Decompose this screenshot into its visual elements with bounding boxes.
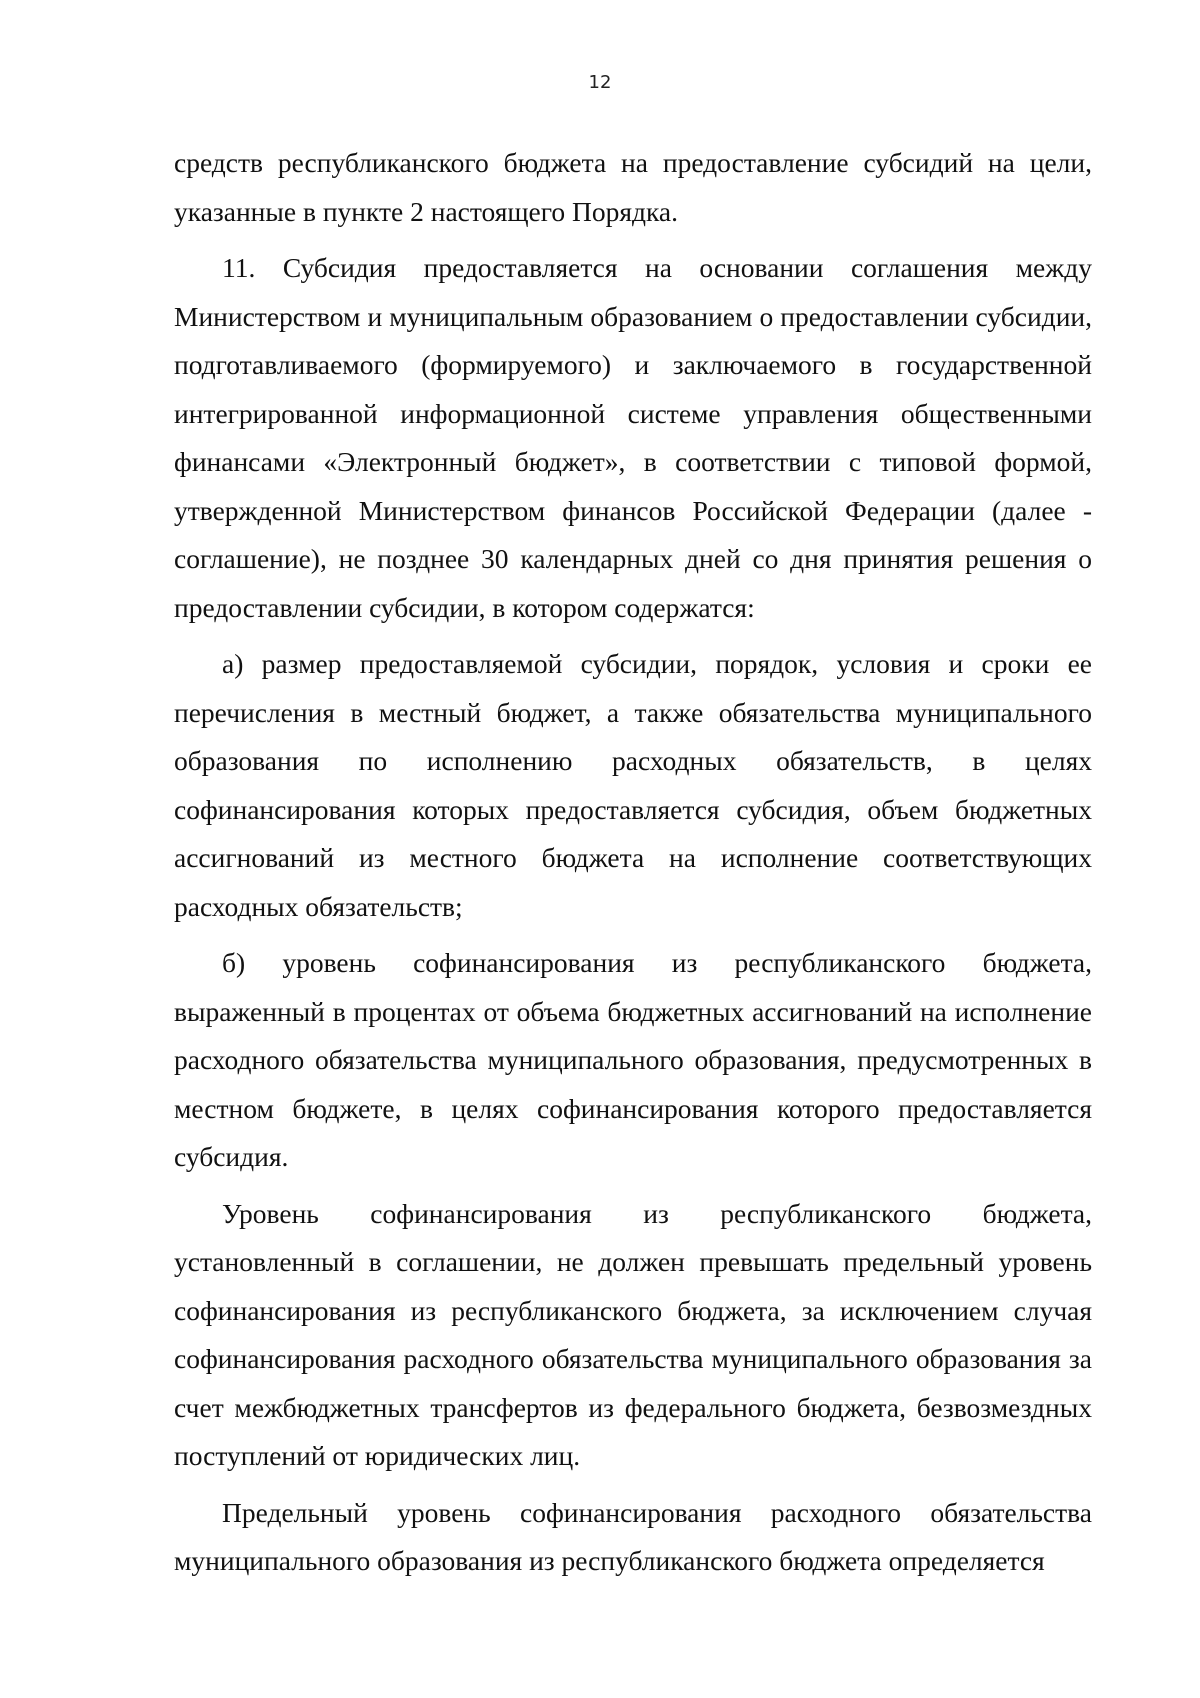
paragraph-cofinancing-level: Уровень софинансирования из республиканского бюджета, установленный в соглашении, не должен превышать предельный уровень софинансирования из республиканского бюджета, за исключением случая софинансирования расходного обязательства муниципального образования за счет межбюджетных трансфертов из федерального бюджета, безвозмездных поступлений от юридических лиц. <box>174 1197 1092 1471</box>
paragraph-subitem-a: а) размер предоставляемой субсидии, порядок, условия и сроки ее перечисления в местный бюджет, а также обязательства муниципального образования по исполнению расходных обязательств, в целях софинансирования которых предоставляется субсидия, объем бюджетных ассигнований из местного бюджета на исполнение соответствующих расходных обязательств; <box>174 648 1092 922</box>
paragraph-item-11: 11. Субсидия предоставляется на основании соглашения между Министерством и муниципальным образованием о предоставлении субсидии, подготавливаемого (формируемого) и заключаемого в государственной интегрированной информационной системе управления общественными финансами «Электронный бюджет», в соответствии с типовой формой, утвержденной Министерством финансов Российской Федерации (далее - соглашение), не позднее 30 календарных дней со дня принятия решения о предоставлении субсидии, в котором содержатся: <box>174 252 1092 623</box>
document-body <box>174 139 1092 1594</box>
paragraph-limit-level: Предельный уровень софинансирования расходного обязательства муниципального образования из республиканского бюджета определяется <box>174 1496 1092 1576</box>
paragraph-subitem-b: б) уровень софинансирования из республиканского бюджета, выраженный в процентах от объема бюджетных ассигнований на исполнение расходного обязательства муниципального образования, предусмотренных в местном бюджете, в целях софинансирования которого предоставляется субсидия. <box>174 947 1092 1172</box>
page-number: 12 <box>588 72 612 93</box>
paragraph-continuation: средств республиканского бюджета на предоставление субсидий на цели, указанные в пункте 2 настоящего Порядка. <box>174 147 1092 227</box>
